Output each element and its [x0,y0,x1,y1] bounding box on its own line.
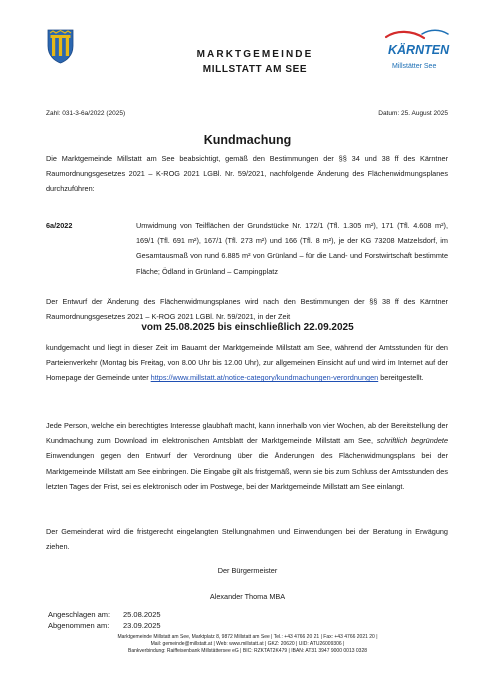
objection-paragraph [46,418,448,494]
signature-name: Alexander Thoma MBA [209,592,286,601]
council-paragraph: Der Gemeinderat wird die fristgerecht eingelangten Stellungnahmen und Einwendungen bei der Beratung in Erwägung ziehen. [46,527,448,552]
logo-subtitle: Millstätter See [392,63,437,70]
organization-name-line2: MILLSTATT AM SEE [202,64,308,75]
posted-label: Angeschlagen am: [48,610,111,619]
removed-date: 23.09.2025 [123,621,161,630]
publication-text: kundgemacht und liegt in dieser Zeit im Bauamt der Marktgemeinde Millstatt am See, während der Amtsstunden für den Parteienverkehr (Montag bis Freitag, von 8.00 Uhr bis 12.00 Uhr), zur allgemeinen Einsicht auf und wird im Internet auf der Homepage der Gemeinde unter [46,343,448,383]
publication-paragraph [46,340,448,386]
document-date: Datum: 25. August 2025 [378,110,448,117]
municipal-coat-of-arms [47,29,74,64]
footer-bank-line: Bankverbindung: Raiffeisenbank Millstättersee eG | BIC: RZKTAT2K479 | IBAN: AT31 3947 9000 0013 0328 [127,648,368,654]
item-number: 6a/2022 [46,221,73,230]
display-paragraph: Der Entwurf der Änderung des Flächenwidmungsplanes wird nach den Bestimmungen der §§ 38 ff des Kärntner Raumordnungsgesetzes 2021 – K-ROG 2021 LGBl. Nr. 59/2021, in der Zeit [46,297,448,322]
reference-number: Zahl: 031-3-6a/2022 (2025) [46,110,126,117]
display-period: vom 25.08.2025 bis einschließlich 22.09.2025 [141,322,354,333]
removed-label: Abgenommen am: [48,621,110,630]
organization-name-line1: MARKTGEMEINDE [196,49,314,60]
objection-text-italic: schriftlich begründete [376,436,448,446]
publication-text-end: bereitgestellt. [380,373,424,383]
footer-contact-line: Marktgemeinde Millstatt am See, Marktplatz 8, 9872 Millstatt am See | Tel.: +43 4766 20 21 | Fax: +43 4766 2021 20 | [117,634,378,640]
objection-text-start: Jede Person, welche ein berechtigtes Interesse glaubhaft macht, kann innerhalb von vier Wochen, ab der Bereitstellung der Kundmachung zum Download im elektronischen Amtsblatt der Marktgemeinde Millstatt am See, [46,421,448,446]
posted-date: 25.08.2025 [123,610,161,619]
signature-title: Der Bürgermeister [217,566,278,575]
footer-web-line: Mail: gemeinde@millstatt.at | Web: www.millstatt.at | GKZ: 20620 | UID: ATU26009306 | [150,641,345,647]
document-title: Kundmachung [203,133,292,147]
intro-paragraph: Die Marktgemeinde Millstatt am See beabsichtigt, gemäß den Bestimmungen der §§ 34 und 38 ff des Kärntner Raumordnungsgesetzes 2021 – K-ROG 2021 LGBl. Nr. 59/2021, nachfolgende Änderung des Flächenwidmungsplanes durchzuführen: [46,154,448,194]
objection-text-end: Einwendungen gegen den Entwurf der Verordnung über die Änderungen des Flächenwidmungsplans bei der Marktgemeinde Millstatt am See einbringen. Die Eingabe gilt als fristgemäß, wenn sie bis zum Schluss der Amtsstunden des letzten Tages der Frist, sei es elektronisch oder im Postwege, bei der Marktgemeinde Millstatt am See einlangt. [46,451,448,491]
logo-wordmark: KÄRNTEN [388,43,450,57]
homepage-link[interactable]: https://www.millstatt.at/notice-category/kundmachungen-verordnungen [150,373,379,383]
item-description: Umwidmung von Teilflächen der Grundstücke Nr. 172/1 (Tfl. 1.305 m²), 171 (Tfl. 4.608 m²), 169/1 (Tfl. 691 m²), 167/1 (Tfl. 273 m²) und 166 (Tfl. 8 m²), je der KG 73208 Matzelsdorf, im Gesamtausmaß von rund 6.885 m² von Grünland – für die Land- und Forstwirtschaft bestimmte Fläche; Ödland in Grünland – Campingplatz [136,221,448,276]
kaernten-millstaetter-see-logo [378,26,460,80]
